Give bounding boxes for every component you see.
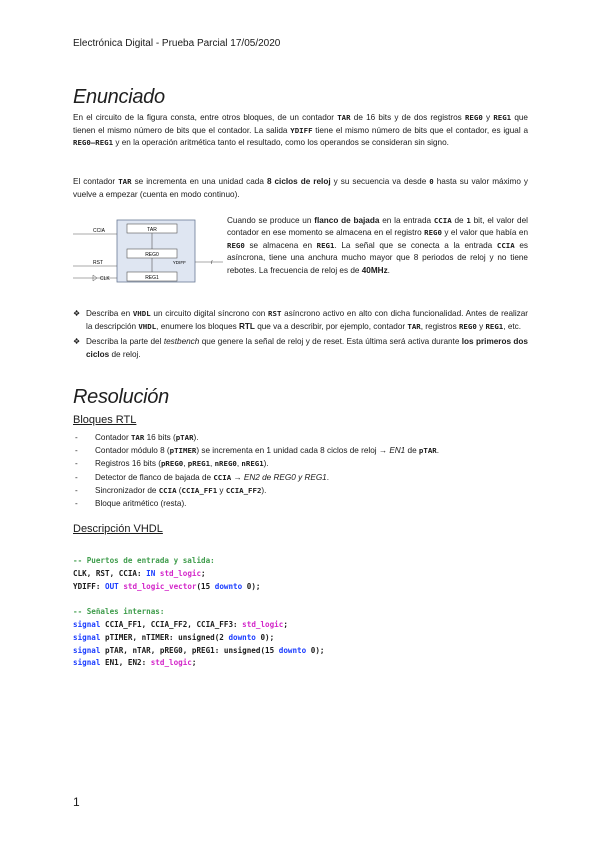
list-item: - Detector de flanco de bajada de CCIA → EN2 de REG0 y REG1. — [75, 472, 330, 482]
code-line: signal EN1, EN2: std_logic; — [73, 658, 197, 668]
code-line: signal CCIA_FF1, CCIA_FF2, CCIA_FF3: std_logic; — [73, 619, 288, 629]
diamond-bullet-icon: ❖ — [73, 337, 81, 347]
rtl-blocks-heading: Bloques RTL — [73, 414, 137, 426]
code-line: -- Señales internas: — [73, 607, 165, 617]
page-header: Electrónica Digital - Prueba Parcial 17/05/2020 — [73, 38, 281, 49]
rst-pin-label: RST — [93, 260, 103, 266]
code-line: YDIFF: OUT std_logic_vector(15 downto 0); — [73, 581, 261, 591]
list-item: - Registros 16 bits (pREG0, pREG1, nREG0, nREG1). — [75, 459, 269, 469]
section-title-resolucion: Resolución — [73, 386, 169, 408]
bus-slash: / — [211, 260, 213, 266]
task-item: ❖ Describa la parte del testbench que genere la señal de reloj y de reset. Esta última será activa durante los primeros dos ciclos de reloj. — [73, 336, 528, 361]
list-item: - Contador módulo 8 (pTIMER) se incrementa en 1 unidad cada 8 ciclos de reloj → EN1 de pTAR. — [75, 446, 440, 456]
vhdl-heading: Descripción VHDL — [73, 523, 163, 535]
ydiff-pin-label: YDIFF — [172, 260, 186, 265]
section-title-enunciado: Enunciado — [73, 86, 165, 108]
page-number: 1 — [73, 795, 80, 809]
clk-pin-label: CLK — [100, 276, 110, 282]
tar-label: TAR — [147, 227, 157, 233]
list-item: - Bloque aritmético (resta). — [75, 499, 187, 509]
rtl-block-list — [73, 431, 528, 510]
task-item: ❖ Describa en VHDL un circuito digital síncrono con RST asíncrono activo en alto con dicha funcionalidad. Antes de realizar la descripción VHDL, enumere los bloques RTL que va a describir, por ejemplo, contador TAR, registros REG0 y REG1, etc. — [73, 308, 528, 333]
code-line: signal pTIMER, nTIMER: unsigned(2 downto 0); — [73, 632, 275, 642]
list-item: - Sincronizador de CCIA (CCIA_FF1 y CCIA_FF2). — [75, 485, 267, 495]
reg1-label: REG1 — [145, 275, 159, 281]
code-line: CLK, RST, CCIA: IN std_logic; — [73, 568, 206, 578]
task-list — [73, 308, 528, 364]
circuit-diagram — [73, 216, 223, 288]
enunciado-paragraph-2: El contador TAR se incrementa en una unidad cada 8 ciclos de reloj y su secuencia va desde 0 hasta su valor máximo y vuelve a empezar (cuenta en modo continuo). — [73, 177, 528, 199]
list-item: - Contador TAR 16 bits (pTAR). — [75, 433, 199, 442]
code-line: -- Puertos de entrada y salida: — [73, 556, 215, 565]
vhdl-code-block — [73, 555, 324, 670]
enunciado-paragraph-1: En el circuito de la figura consta, entre otros bloques, de un contador TAR de 16 bits y de dos registros REG0 y REG1 que tienen el mismo número de bits que el contador. La salida YDIFF tiene el mismo número de bits que el contador, es igual a REG0–REG1 y en la operación aritmética tanto el resultado, como los operandos se consideran sin signo. — [73, 113, 529, 148]
code-line: signal pTAR, nTAR, pREG0, pREG1: unsigned(15 downto 0); — [73, 645, 325, 655]
ccia-pin-label: CCIA — [93, 228, 105, 234]
diamond-bullet-icon: ❖ — [73, 309, 81, 318]
reg0-label: REG0 — [145, 252, 159, 258]
code-line-blank — [73, 593, 324, 606]
enunciado-paragraph-3: Cuando se produce un flanco de bajada en la entrada CCIA de 1 bit, el valor del contador en ese momento se almacena en el registro REG0 y el valor que había en REG0 se almacena en REG1. La señal que se conecta a la entrada CCIA es asíncrona, tiene una anchura mucho mayor que 8 periodos de reloj y no tiene rebotes. La frecuencia de reloj es de 40MHz. — [227, 216, 528, 275]
